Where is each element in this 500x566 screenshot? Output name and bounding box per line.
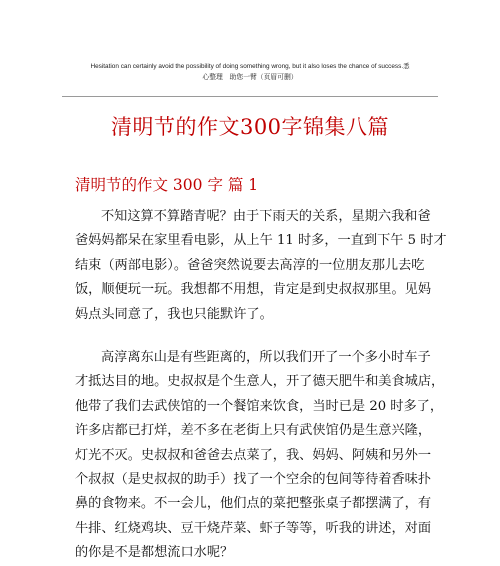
header-subline: 心整理 助您一臂（页眉可删） — [202, 73, 298, 81]
paragraph-line: 牛排、红烧鸡块、豆干烧芹菜、虾子等等，听我的讲述，对面 — [75, 520, 432, 536]
paragraph-1 — [75, 205, 447, 327]
header-quote: Hesitation can certainly avoid the possibility of doing something wrong, but it also loses the chance of success.悉 — [90, 63, 410, 70]
paragraph-line: 许多店都已打烊，差不多在老街上只有武侠馆仍是生意兴隆， — [75, 423, 432, 439]
page-header — [62, 63, 438, 82]
paragraph-line: 他带了我们去武侠馆的一个餐馆来饮食，当时已是 20 时多了， — [75, 398, 444, 414]
paragraph-line: 不知这算不算踏青呢？由于下雨天的关系，星期六我和爸 — [101, 209, 431, 224]
paragraph-line: 饭，顺便玩一玩。我想都不用想，肯定是到史叔叔那里。见妈 — [75, 282, 432, 298]
paragraph-line: 灯光不灭。史叔叔和爸爸去点菜了，我、妈妈、阿姨和另外一 — [75, 447, 432, 463]
paragraph-line: 结束（两部电影）。爸爸突然说要去高淳的一位朋友那儿去吃 — [75, 257, 425, 273]
paragraph-2 — [75, 346, 445, 566]
paragraph-line: 个叔叔（是史叔叔的助手）找了一个空余的包间等待着香味扑 — [75, 472, 432, 488]
paragraph-line: 的你是不是都想流口水呢？ — [75, 545, 234, 561]
document-title: 清明节的作文300字锦集八篇 — [110, 115, 390, 139]
paragraph-line: 妈点头同意了，我也只能默许了。 — [75, 306, 273, 322]
paragraph-line: 才抵达目的地。史叔叔是个生意人，开了德天肥牛和美食城店， — [75, 374, 445, 390]
section-heading: 清明节的作文 300 字 篇 1 — [75, 176, 259, 194]
paragraph-line: 鼻的食物来。不一会儿，他们点的菜把整张桌子都摆满了，有 — [75, 496, 432, 512]
paragraph-line: 高淳离东山是有些距离的，所以我们开了一个多小时车子 — [101, 350, 431, 365]
paragraph-line: 爸妈妈都呆在家里看电影，从上午 11 时多，一直到下午 5 时才 — [75, 233, 447, 249]
header-divider — [62, 96, 438, 97]
